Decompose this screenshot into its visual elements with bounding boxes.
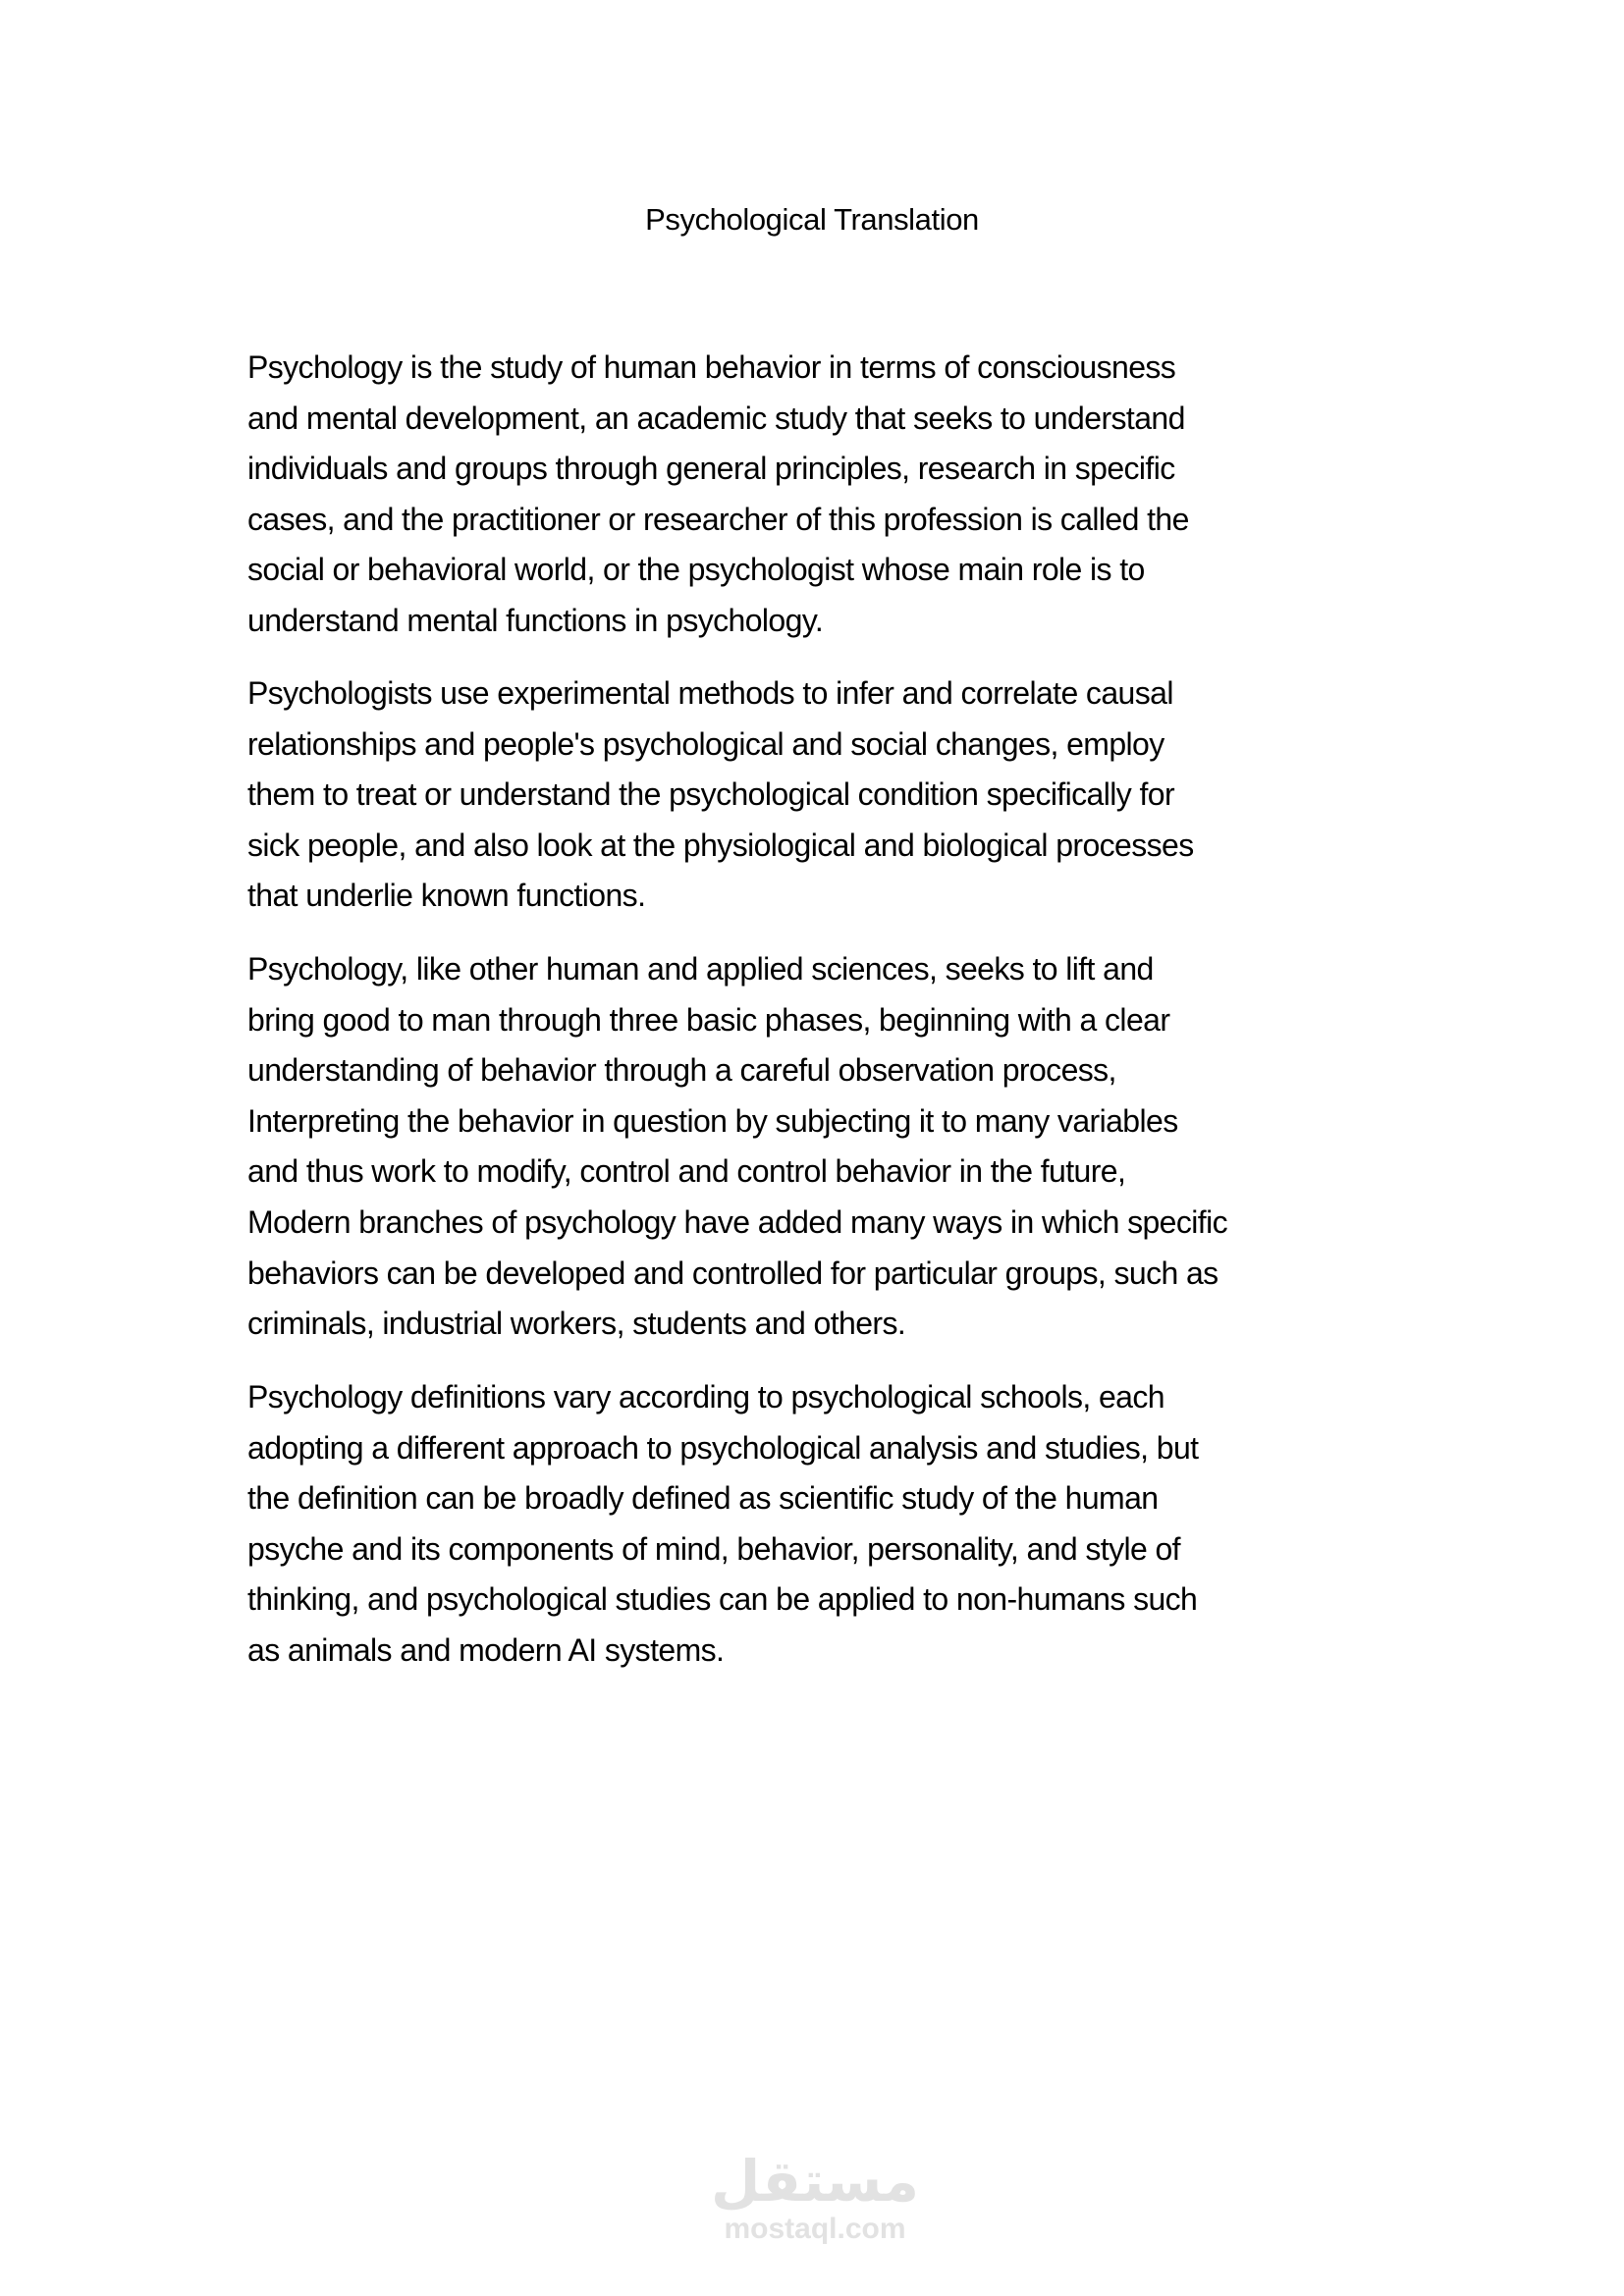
- text-line: them to treat or understand the psychological condition specifically for: [247, 776, 1175, 813]
- text-line: Psychology, like other human and applied sciences, seeks to lift and: [247, 951, 1154, 987]
- watermark-arabic: مستقل: [710, 2148, 920, 2215]
- text-line: Psychology is the study of human behavior in terms of consciousness: [247, 349, 1176, 385]
- text-line: that underlie known functions.: [247, 878, 646, 914]
- text-line: understanding of behavior through a careful observation process,: [247, 1052, 1116, 1089]
- text-line: Modern branches of psychology have added many ways in which specific: [247, 1203, 1227, 1240]
- paragraph-2: [247, 668, 1426, 922]
- text-line: as animals and modern AI systems.: [247, 1631, 725, 1668]
- document-title: Psychological Translation: [645, 202, 979, 237]
- text-line: psyche and its components of mind, behavior, personality, and style of: [247, 1530, 1180, 1567]
- paragraph-3: [247, 944, 1426, 1350]
- text-line: understand mental functions in psychology.: [247, 602, 824, 638]
- text-line: behaviors can be developed and controlled for particular groups, such as: [247, 1255, 1218, 1291]
- paragraph-4: [247, 1372, 1426, 1677]
- text-line: individuals and groups through general principles, research in specific: [247, 451, 1175, 487]
- watermark-site: mostaql.com: [724, 2213, 906, 2245]
- watermark-logo: [687, 2150, 943, 2246]
- text-line: and thus work to modify, control and control behavior in the future,: [247, 1153, 1126, 1190]
- text-line: Interpreting the behavior in question by subjecting it to many variables: [247, 1102, 1178, 1139]
- text-line: thinking, and psychological studies can be applied to non-humans such: [247, 1581, 1198, 1618]
- paragraph-1: [247, 343, 1426, 647]
- text-line: Psychologists use experimental methods to infer and correlate causal: [247, 675, 1173, 711]
- text-line: the definition can be broadly defined as scientific study of the human: [247, 1480, 1159, 1517]
- text-line: sick people, and also look at the physiological and biological processes: [247, 827, 1194, 863]
- text-line: bring good to man through three basic phases, beginning with a clear: [247, 1001, 1170, 1038]
- text-line: criminals, industrial workers, students and others.: [247, 1306, 906, 1342]
- text-line: and mental development, an academic study that seeks to understand: [247, 400, 1185, 436]
- text-line: social or behavioral world, or the psychologist whose main role is to: [247, 552, 1145, 588]
- text-line: cases, and the practitioner or researcher of this profession is called the: [247, 501, 1189, 537]
- text-line: Psychology definitions vary according to psychological schools, each: [247, 1379, 1164, 1415]
- text-line: adopting a different approach to psychological analysis and studies, but: [247, 1429, 1199, 1466]
- text-line: relationships and people's psychological and social changes, employ: [247, 725, 1164, 762]
